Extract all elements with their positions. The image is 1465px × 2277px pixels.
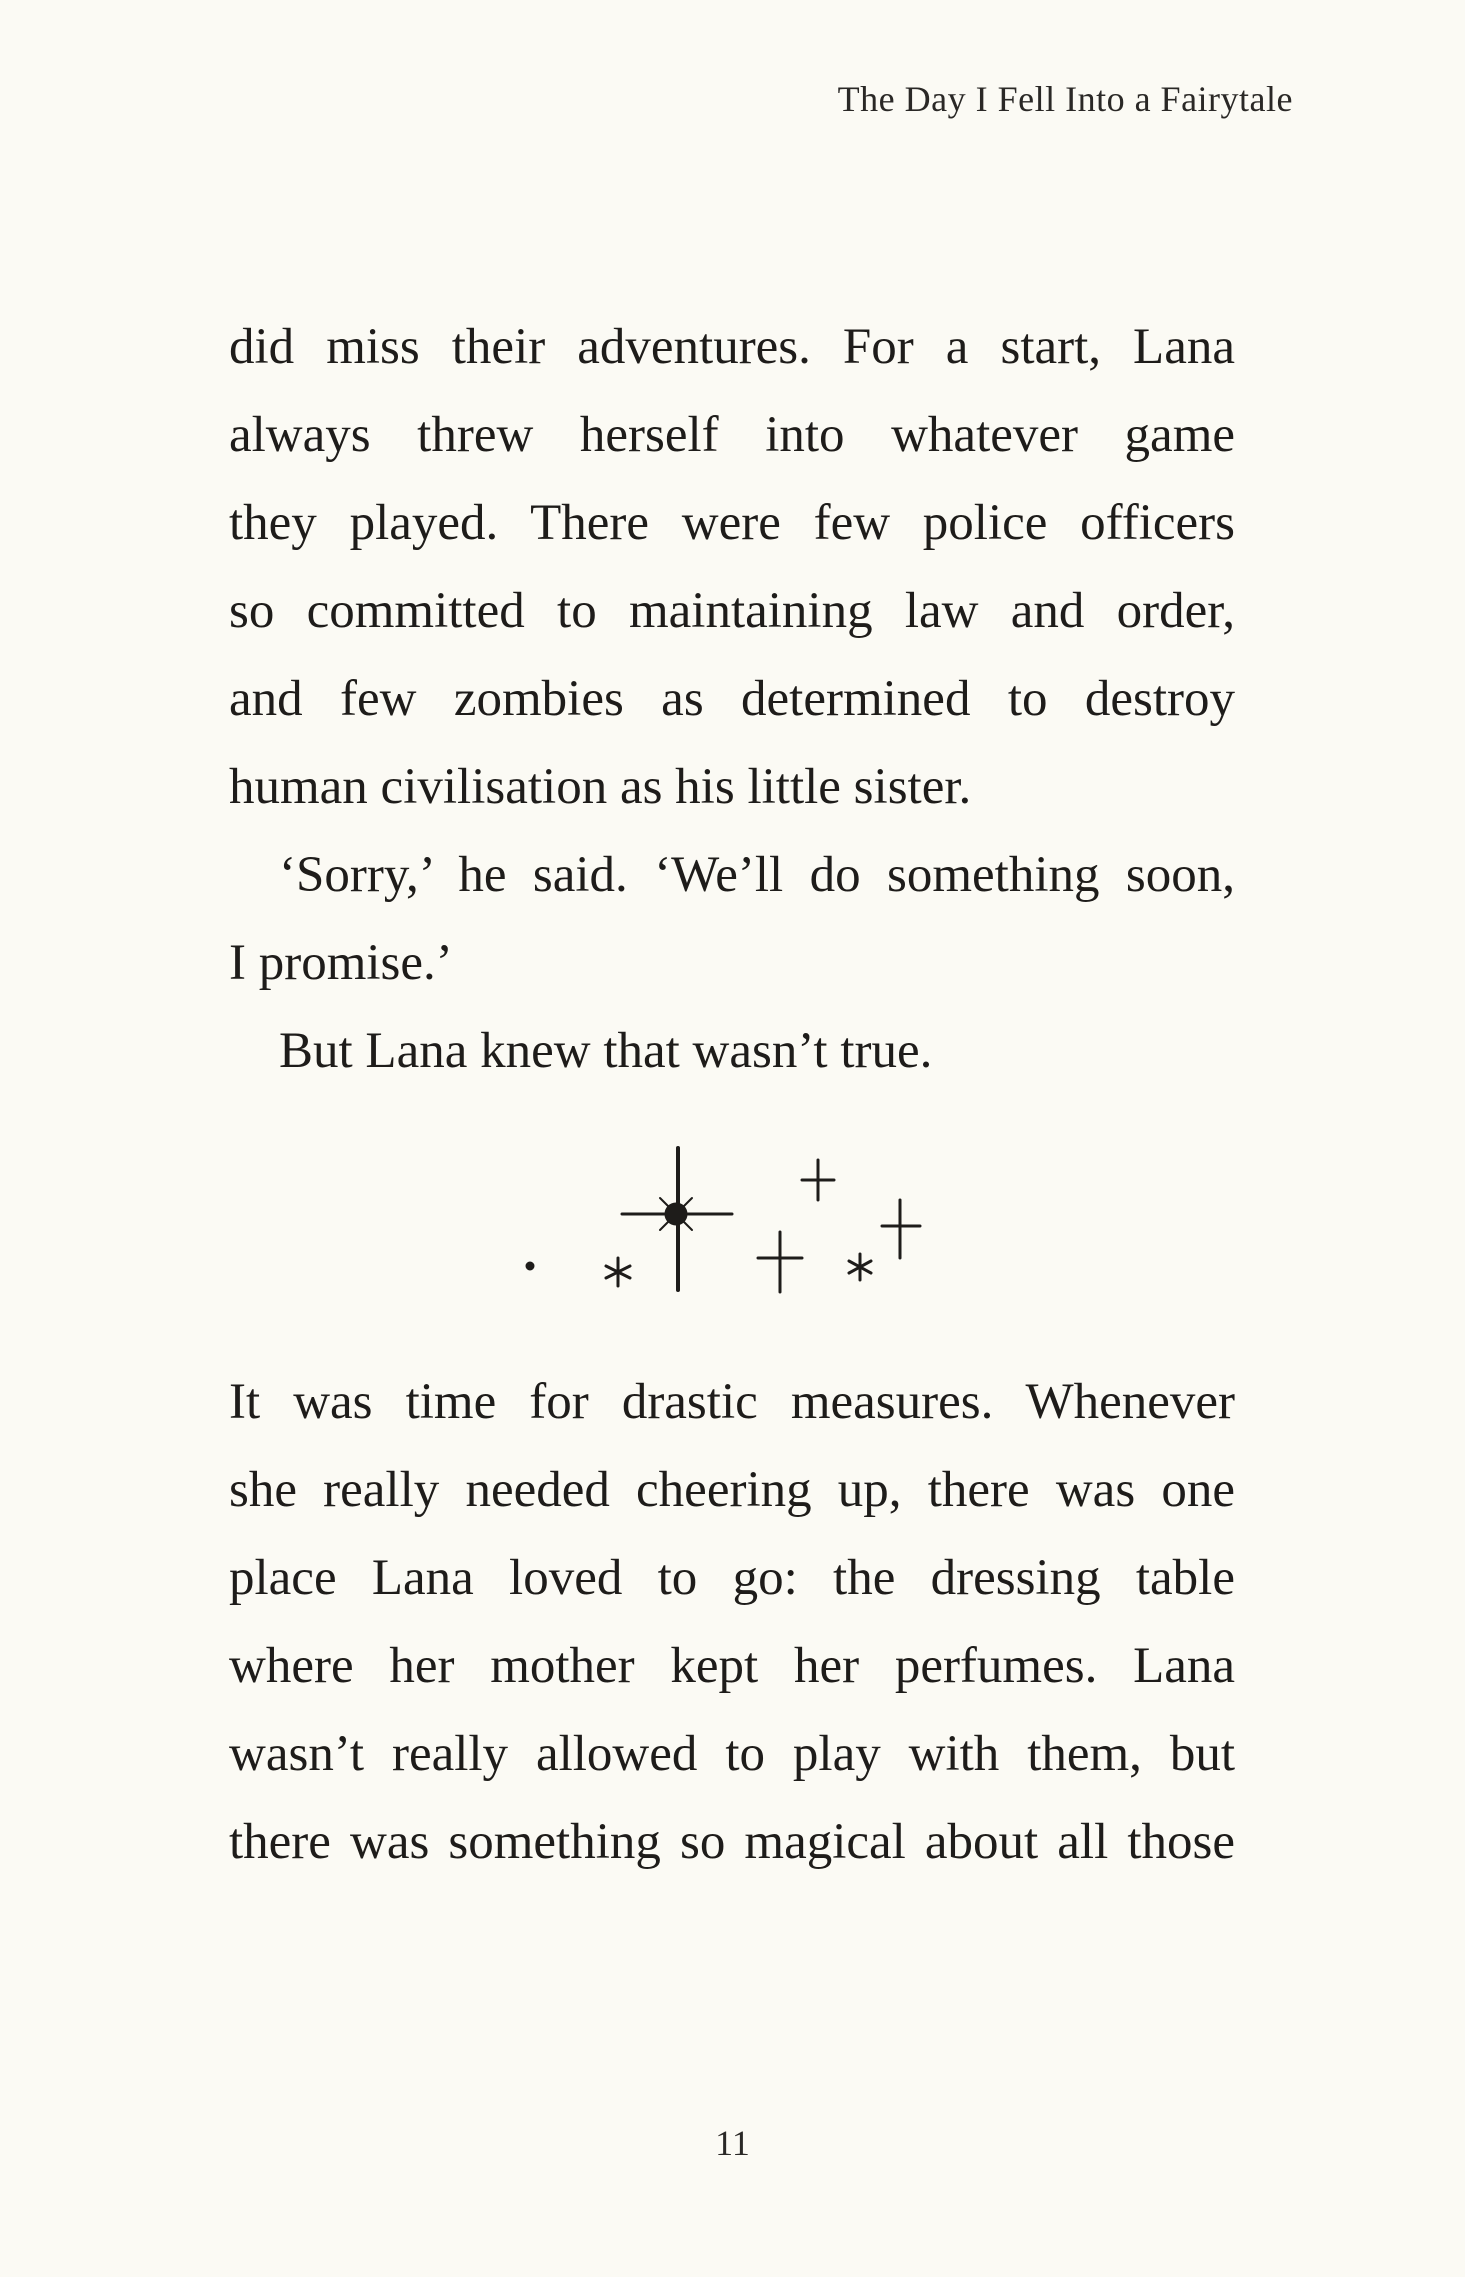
running-title: The Day I Fell Into a Fairytale (837, 79, 1293, 119)
text-line: did miss their adventures. For a start, Lana (229, 319, 1235, 375)
text-line: I promise.’ (229, 935, 453, 991)
text-line: But Lana knew that wasn’t true. (279, 1023, 933, 1079)
text-line: there was something so magical about all those (229, 1814, 1235, 1870)
text-line: place Lana loved to go: the dressing table (229, 1550, 1235, 1606)
paragraph-block-two (229, 1358, 1235, 1886)
page-number: 11 (715, 2123, 750, 2163)
text-line: where her mother kept her perfumes. Lana (229, 1638, 1235, 1694)
text-line: ‘Sorry,’ he said. ‘We’ll do something soon, (279, 847, 1235, 903)
paragraph-block-one (229, 303, 1235, 1095)
text-line: she really needed cheering up, there was one (229, 1462, 1235, 1518)
sparkle-stars-icon (500, 1140, 940, 1310)
text-line: and few zombies as determined to destroy (229, 671, 1235, 727)
text-line: wasn’t really allowed to play with them, but (229, 1726, 1235, 1782)
text-line: human civilisation as his little sister. (229, 759, 972, 815)
text-line: always threw herself into whatever game (229, 407, 1235, 463)
text-line: It was time for drastic measures. Whenever (229, 1374, 1235, 1430)
text-line: so committed to maintaining law and order, (229, 583, 1235, 639)
text-line: they played. There were few police officers (229, 495, 1235, 551)
